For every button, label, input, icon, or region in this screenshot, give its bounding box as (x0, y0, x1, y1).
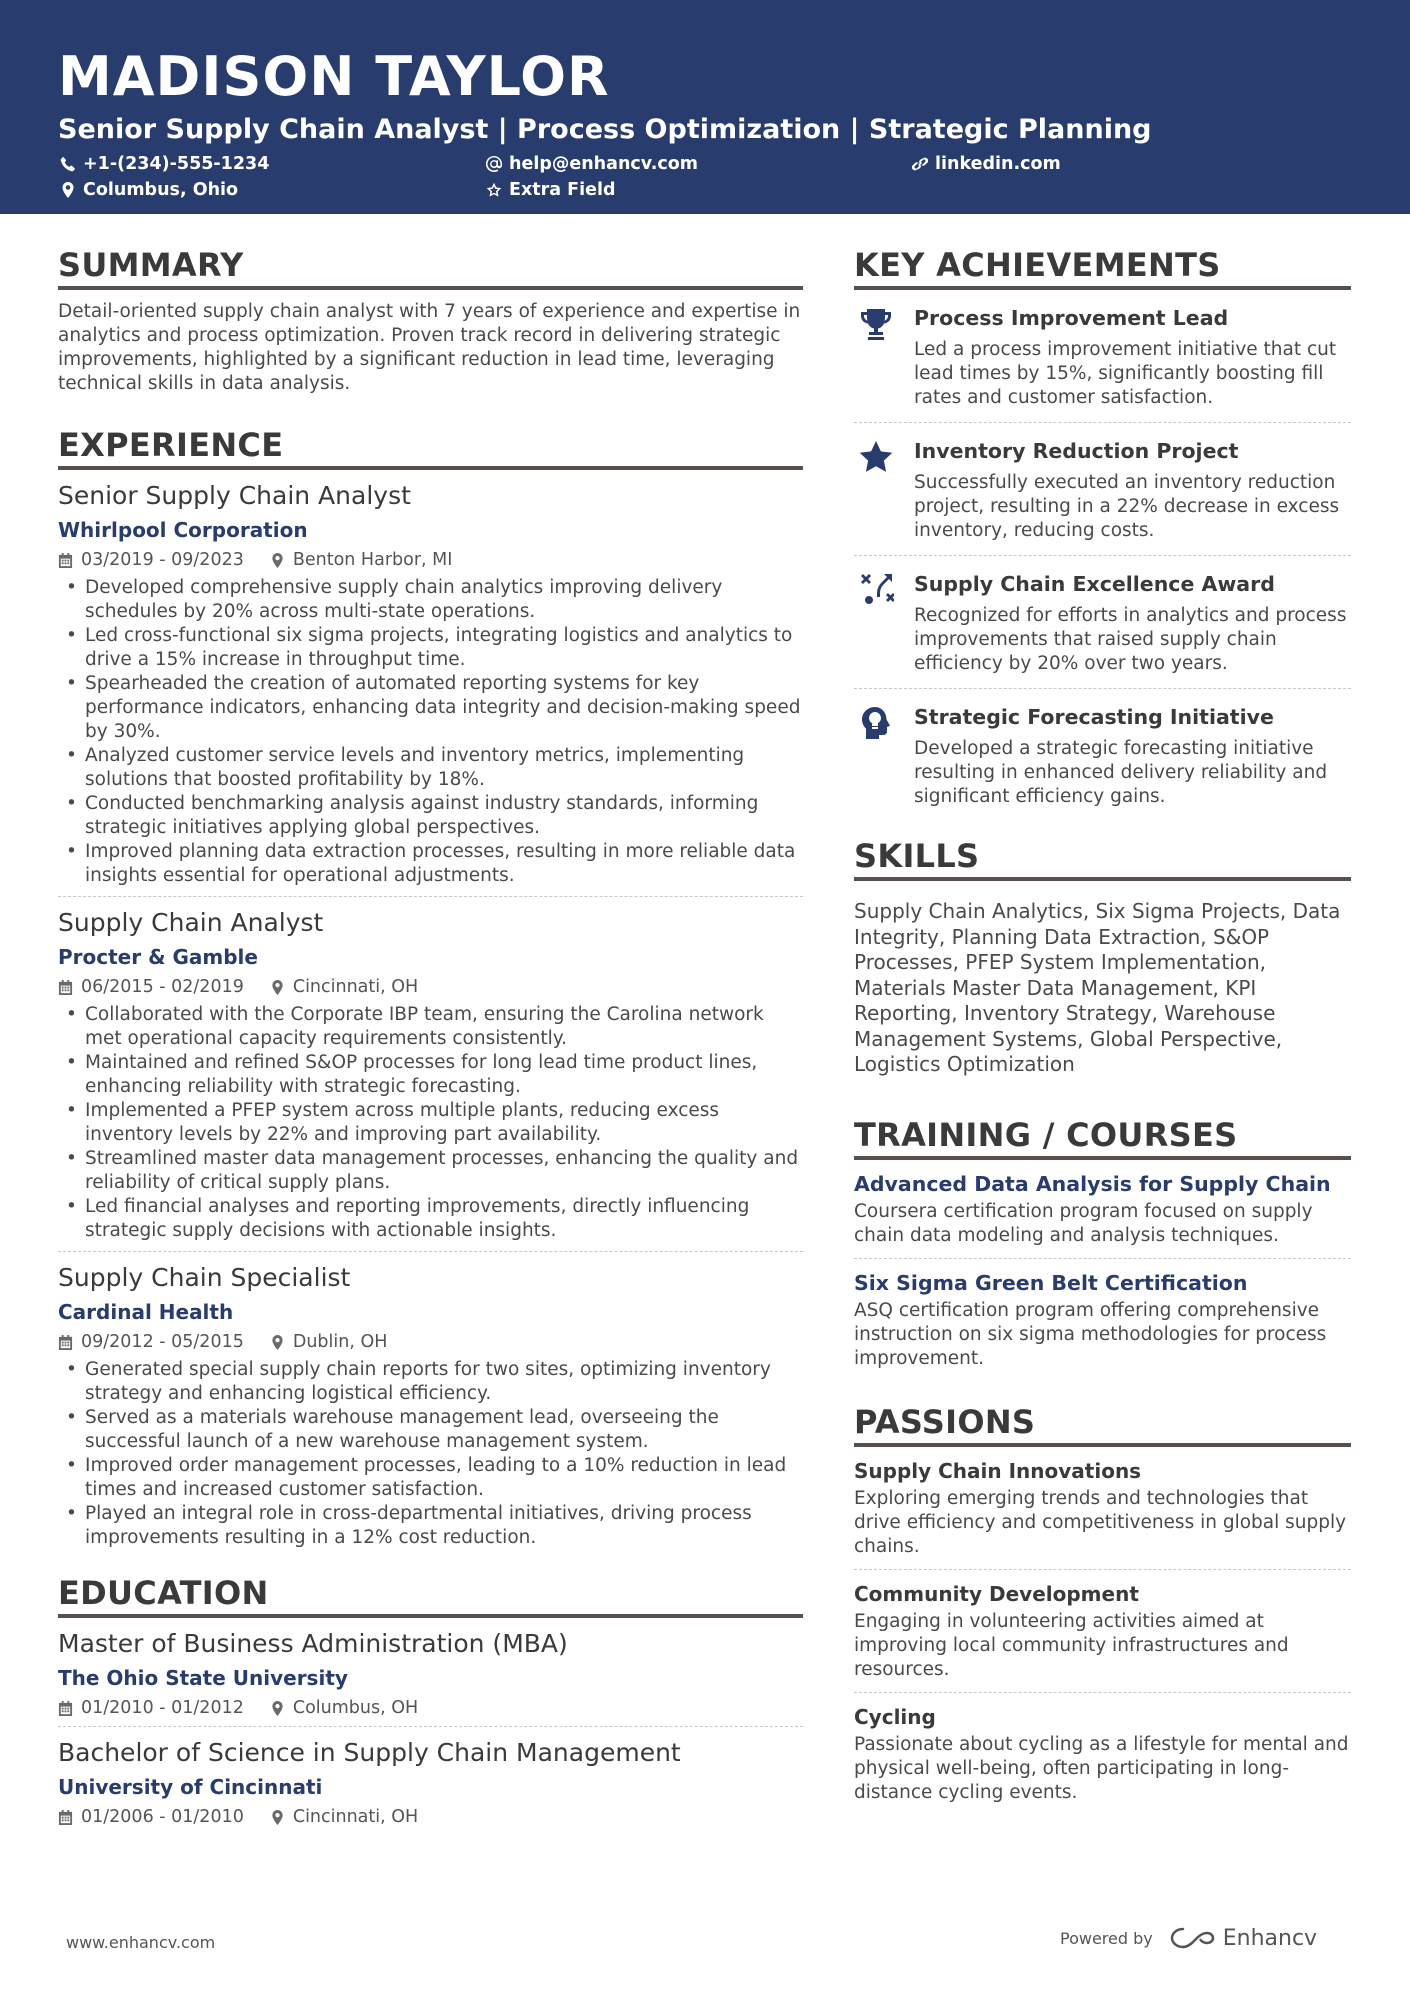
achievement-desc: Led a process improvement initiative that cut lead times by 15%, significantly boosting fill rates and customer satisfaction. (914, 339, 1337, 408)
job-bullets (58, 576, 803, 888)
education-meta (58, 1696, 803, 1720)
candidate-name: MADISON TAYLOR (58, 45, 610, 108)
location-pin-icon (270, 1335, 285, 1350)
job-entry (58, 1262, 803, 1558)
bullet-item: • Led cross-functional six sigma projects, integrating logistics and analytics to drive a 15% increase in throughput time. (58, 624, 803, 672)
strategy-icon (858, 572, 894, 608)
resume-header (0, 0, 1410, 214)
bullet-item: • Played an integral role in cross-departmental initiatives, driving process improvements resulting in a 12% cost reduction. (58, 1502, 803, 1550)
achievements-title: KEY ACHIEVEMENTS (854, 244, 1351, 290)
job-entry (58, 907, 803, 1252)
extra-text: Extra Field (509, 180, 616, 200)
school-name: University of Cincinnati (58, 1775, 323, 1799)
contact-email[interactable] (486, 152, 698, 176)
education-location: Columbus, OH (292, 1698, 419, 1718)
bullet-item: • Conducted benchmarking analysis against industry standards, informing strategic initiatives applying global perspectives. (58, 792, 803, 840)
job-title: Supply Chain Analyst (58, 908, 324, 937)
company-name: Whirlpool Corporation (58, 518, 308, 542)
job-meta (58, 975, 803, 999)
training-title: TRAINING / COURSES (854, 1114, 1351, 1160)
email-text: help@enhancv.com (509, 154, 699, 174)
powered-by-text: Powered by (1060, 1928, 1153, 1948)
skills-section (854, 835, 1351, 1078)
training-section (854, 1114, 1351, 1381)
contact-extra (486, 178, 616, 202)
summary-section (58, 244, 803, 396)
achievement-title: Strategic Forecasting Initiative (914, 705, 1274, 729)
experience-title: EXPERIENCE (58, 424, 803, 470)
company-name: Cardinal Health (58, 1300, 234, 1324)
achievement-title: Supply Chain Excellence Award (914, 572, 1275, 596)
bullet-item: • Developed comprehensive supply chain analytics improving delivery schedules by 20% across multi-state operations. (58, 576, 803, 624)
passion-title: Community Development (854, 1581, 1139, 1606)
experience-section (58, 424, 803, 1558)
achievement-desc: Recognized for efforts in analytics and process improvements that raised supply chain efficiency by 20% over two years. (914, 605, 1347, 674)
calendar-icon (58, 1701, 73, 1716)
achievements-section (854, 244, 1351, 821)
achievement-item (854, 556, 1351, 689)
education-dates: 01/2006 - 01/2010 (81, 1807, 244, 1827)
summary-title: SUMMARY (58, 244, 803, 290)
passions-section (854, 1401, 1351, 1815)
job-location: Dublin, OH (292, 1332, 388, 1352)
location-pin-icon (270, 980, 285, 995)
job-meta (58, 548, 803, 572)
bullet-item: • Led financial analyses and reporting improvements, directly influencing strategic supply decisions with actionable insights. (58, 1195, 803, 1243)
calendar-icon (58, 1335, 73, 1350)
passion-item (854, 1447, 1351, 1570)
location-text: Columbus, Ohio (83, 180, 239, 200)
education-dates: 01/2010 - 01/2012 (81, 1698, 244, 1718)
course-desc: Coursera certification program focused on supply chain data modeling and analysis techniques. (854, 1200, 1313, 1246)
job-bullets (58, 1003, 803, 1243)
course-title: Six Sigma Green Belt Certification (854, 1270, 1248, 1295)
brand-name: Enhancv (1222, 1925, 1318, 1951)
course-title: Advanced Data Analysis for Supply Chain (854, 1171, 1331, 1196)
job-location: Benton Harbor, MI (292, 550, 453, 570)
degree-title: Bachelor of Science in Supply Chain Management (58, 1738, 681, 1767)
bullet-item: • Collaborated with the Corporate IBP team, ensuring the Carolina network met operational capacity requirements consistently. (58, 1003, 803, 1051)
education-entry (58, 1737, 803, 1835)
bullet-item: • Analyzed customer service levels and inventory metrics, implementing solutions that boosted profitability by 18%. (58, 744, 803, 792)
company-name: Procter & Gamble (58, 945, 258, 969)
school-name: The Ohio State University (58, 1666, 348, 1690)
education-section (58, 1572, 803, 1835)
course-item (854, 1160, 1351, 1259)
passion-desc: Passionate about cycling as a lifestyle for mental and physical well-being, often participating in long-distance cycling events. (854, 1733, 1349, 1803)
contact-linkedin[interactable] (912, 152, 1061, 176)
passion-desc: Exploring emerging trends and technologies that drive efficiency and competitiveness in global supply chains. (854, 1487, 1347, 1557)
job-title: Senior Supply Chain Analyst (58, 481, 411, 510)
phone-icon (60, 156, 76, 172)
education-meta (58, 1805, 803, 1829)
job-dates: 06/2015 - 02/2019 (81, 977, 244, 997)
bullet-item: • Implemented a PFEP system across multiple plants, reducing excess inventory levels by 22% and improving part availability. (58, 1099, 803, 1147)
left-column (58, 244, 803, 1835)
achievement-desc: Successfully executed an inventory reduction project, resulting in a 22% decrease in excess inventory, reducing costs. (914, 472, 1340, 541)
contact-info (58, 152, 1352, 208)
job-entry (58, 480, 803, 897)
education-title: EDUCATION (58, 1572, 803, 1618)
location-pin-icon (270, 553, 285, 568)
achievement-desc: Developed a strategic forecasting initiative resulting in enhanced delivery reliability and significant efficiency gains. (914, 738, 1328, 807)
footer-website[interactable]: www.enhancv.com (66, 1933, 216, 1952)
passion-item (854, 1570, 1351, 1693)
passions-title: PASSIONS (854, 1401, 1351, 1447)
right-column (854, 244, 1351, 1815)
bullet-item: • Spearheaded the creation of automated reporting systems for key performance indicators, enhancing data integrity and decision-making speed by 30%. (58, 672, 803, 744)
achievement-item (854, 423, 1351, 556)
linkedin-text: linkedin.com (935, 154, 1061, 174)
degree-title: Master of Business Administration (MBA) (58, 1629, 568, 1658)
bullet-item: • Improved order management processes, leading to a 10% reduction in lead times and increased customer satisfaction. (58, 1454, 803, 1502)
footer-branding (1060, 1925, 1317, 1951)
bullet-item: • Streamlined master data management processes, enhancing the quality and reliability of critical supply plans. (58, 1147, 803, 1195)
phone-text: +1-(234)-555-1234 (83, 154, 270, 174)
passion-title: Cycling (854, 1704, 936, 1729)
course-desc: ASQ certification program offering comprehensive instruction on six sigma methodologies for process improvement. (854, 1299, 1327, 1369)
job-location: Cincinnati, OH (292, 977, 419, 997)
education-entry (58, 1628, 803, 1727)
enhancv-logo-icon (1169, 1925, 1217, 1951)
bullet-item: • Generated special supply chain reports for two sites, optimizing inventory strategy and enhancing logistical efficiency. (58, 1358, 803, 1406)
location-pin-icon (270, 1701, 285, 1716)
bullet-item: • Served as a materials warehouse management lead, overseeing the successful launch of a new warehouse management system. (58, 1406, 803, 1454)
location-pin-icon (60, 182, 76, 198)
link-icon (912, 156, 928, 172)
job-dates: 09/2012 - 05/2015 (81, 1332, 244, 1352)
trophy-icon (858, 306, 894, 342)
passion-desc: Engaging in volunteering activities aimed at improving local community infrastructures and resources. (854, 1610, 1289, 1680)
calendar-icon (58, 980, 73, 995)
enhancv-logo[interactable] (1169, 1925, 1317, 1951)
at-icon (486, 156, 502, 172)
passion-item (854, 1693, 1351, 1815)
star-outline-icon (486, 182, 502, 198)
candidate-tagline: Senior Supply Chain Analyst | Process Optimization | Strategic Planning (58, 114, 1152, 145)
skills-list: Supply Chain Analytics, Six Sigma Projects, Data Integrity, Planning Data Extraction, S&OP Processes, PFEP System Implementation, Materials Master Data Management, KPI Reporting, Inventory Strategy, Warehouse Management Systems, Global Perspective, Logistics Optimization (854, 899, 1341, 1076)
passion-title: Supply Chain Innovations (854, 1458, 1142, 1483)
achievement-title: Process Improvement Lead (914, 306, 1229, 330)
skills-title: SKILLS (854, 835, 1351, 881)
calendar-icon (58, 553, 73, 568)
achievement-item (854, 290, 1351, 423)
bullet-item: • Improved planning data extraction processes, resulting in more reliable data insights essential for operational adjustments. (58, 840, 803, 888)
contact-phone[interactable] (60, 152, 269, 176)
star-icon (858, 439, 894, 475)
head-idea-icon (858, 705, 894, 741)
job-meta (58, 1330, 803, 1354)
summary-text: Detail-oriented supply chain analyst with 7 years of experience and expertise in analytics and process optimization. Proven track record in delivering strategic improvements, highlighted by a significant reduction in lead time, leveraging technical skills in data analysis. (58, 301, 801, 394)
job-title: Supply Chain Specialist (58, 1263, 351, 1292)
course-item (854, 1259, 1351, 1381)
calendar-icon (58, 1810, 73, 1825)
location-pin-icon (270, 1810, 285, 1825)
achievement-title: Inventory Reduction Project (914, 439, 1239, 463)
bullet-item: • Maintained and refined S&OP processes for long lead time product lines, enhancing reliability with strategic forecasting. (58, 1051, 803, 1099)
education-location: Cincinnati, OH (292, 1807, 419, 1827)
achievement-item (854, 689, 1351, 821)
job-dates: 03/2019 - 09/2023 (81, 550, 244, 570)
contact-location (60, 178, 238, 202)
job-bullets (58, 1358, 803, 1550)
